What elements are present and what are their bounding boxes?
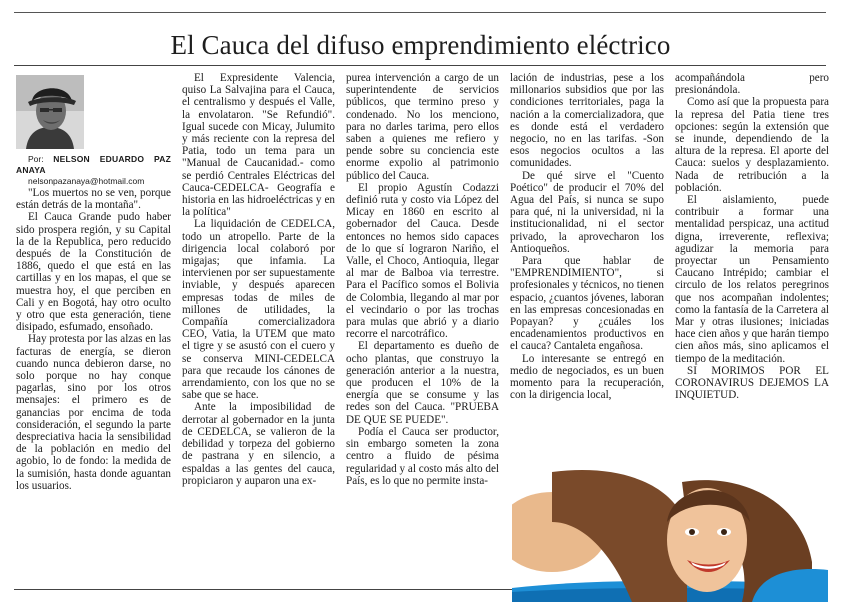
- paragraph: acompañándola pero presionándola.: [675, 72, 829, 97]
- paragraph: Lo interesante se entregó en medio de negociados, es un buen momento para la recuperación, con la dirigencia local,: [510, 352, 664, 402]
- paragraph: El aislamiento, puede contribuir a formar una mentalidad perspicaz, una actitud digna, irreverente, reflexiva; agudizar la memoria para proyectar un Pensamiento Caucano Intrépido; cambiar el circulo de los relatos peregrinos que nos acompañan indolentes; como la fantasía de la Carretera al Mar y otras ilusiones; iniciadas hace cien años y que harán tiempo cien años más, sino aplicamos el tiempo de la meditación.: [675, 194, 829, 365]
- column-5: [675, 72, 829, 401]
- paragraph: El propio Agustín Codazzi definió ruta y costo via López del Micay en 1860 en escrito al gobernador del Cauca. Desde entonces no hemos sido capaces de lo que sí lograron Nariño, el Valle, el Choco, Antioquia, llegar al mar de Balboa via terrestre. Para el Pacífico somos el Bolivia de Colombia, llegando al mar por el vecindario o por las trochas para mulas que abrió y a diario recorre el narcotráfico.: [346, 181, 499, 341]
- paragraph: Ante la imposibilidad de derrotar al gobernador en la junta de CEDELCA, se valieron de la debilidad y torpeza del gobierno de pastrana y en silencio, a espaldas a las gentes del cauca, propiciaron y auparon una ex-: [182, 401, 335, 487]
- author-photo: [16, 75, 84, 149]
- headline: El Cauca del difuso emprendimiento eléctrico: [170, 30, 671, 60]
- byline: Por: NELSON EDUARDO PAZ ANAYA: [16, 154, 171, 175]
- paragraph: lación de industrias, pese a los millonarios subsidios que por las condiciones territoriales, paga la nación a la comercializadora, que es donde está el verdadero negocio, no en las tarifas. -Son esos negocios ocultos a las comunidades.: [510, 72, 664, 170]
- paragraph: Hay protesta por las alzas en las facturas de energía, se dieron cuando nunca debieron darse, no solo porque no hay conque pagarlas, sino por los otros mensajes: el primero es de ganancias por encima de toda consideración, el segundo la parte despreciativa hacia la sensibilidad de la población en medio del agobio, lo de fondo: la medida de la sumisión, hasta donde aguantan los usuarios.: [16, 333, 171, 492]
- top-rule: [14, 12, 826, 13]
- paragraph: El Expresidente Valencia, quiso La Salvajina para el Cauca, el centralismo y después el Valle, la envolataron. "Se Refundió". Igual sucede con Micay, Julumito y más reciente con la represa del Patia, todo un tema para un "Manual de Caucanidad.- como se perdió Centrales Eléctricas del Cauca-CEDELCA- Geografía e historia en las hidroeléctricas y en la política": [182, 72, 335, 219]
- paragraph: El Cauca Grande pudo haber sido prospera región, y su Capital la de la Republica, pero reducido después de la Constitución de 1886, quedo el que está en las cartillas y en los mapas, el que se muestra hoy, el que perciben en Cali y en Bogotá, hay otro oculto y otro que esta generación, tiene disipado, esfumado, ensoñado.: [16, 211, 171, 334]
- column-4: [510, 72, 664, 401]
- paragraph: "Los muertos no se ven, porque están detrás de la montaña".: [16, 187, 171, 212]
- author-email: nelsonpazanaya@hotmail.com: [28, 176, 145, 186]
- bottom-rule: [14, 589, 514, 590]
- column-2: [182, 72, 335, 487]
- paragraph: La liquidación de CEDELCA, todo un atropello. Parte de la dirigencia local colaboró por migajas; que infamia. La intervienen por ser supuestamente inviable, y después aparecen empresas todas de miles de millones de utilidades, la Compañía comercializadora CEO, Vatia, la UTEM que mato el tigre y se asustó con el cuero y se conserva MINI-CEDELCA para que recaude los cánones de arrendamiento, con los que no se sabe que se hace.: [182, 218, 335, 402]
- author-name: NELSON EDUARDO PAZ ANAYA: [16, 154, 171, 175]
- paragraph: El departamento es dueño de ocho plantas, que construyo la generación anterior a la nuestra, que producen el 10% de la energía que se consume y las redes son del Cauca. "PRUEBA DE QUE SE PUEDE".: [346, 340, 499, 426]
- paragraph: purea intervención a cargo de un superintendente de servicios públicos, que termino preso y condenado. No los menciono, para no darles tarima, pero ellos saben a quienes me refiero y pende sobre su conciencia este enorme expolio al patrimonio público del Cauca.: [346, 72, 499, 182]
- headline-rule: [14, 65, 826, 66]
- column-3: [346, 72, 499, 487]
- paragraph: Para que hablar de "EMPRENDIMIENTO", si profesionales y técnicos, no tienen espacio, ¿cuantos jóvenes, laboran en las empresas concesionadas en Popayan? y ¿cuáles los encadenamientos productivos en el cauca? Cantaleta engañosa.: [510, 255, 664, 353]
- column-1: [16, 72, 171, 492]
- paragraph: Podía el Cauca ser productor, sin embargo someten la zona centro a fluido de pésima regularidad y al costo más alto del País, es lo que no permite insta-: [346, 425, 499, 487]
- paragraph: De qué sirve el "Cuento Poético" de producir el 70% del Agua del País, si nunca se supo para qué, ni la universidad, ni la institucionalidad, ni el sector privado, la aprovecharon los Antioqueños.: [510, 169, 664, 255]
- paragraph: SI MORIMOS POR EL CORONAVIRUS DEJEMOS LA INQUIETUD.: [675, 364, 829, 402]
- paragraph: Como así que la propuesta para la represa del Patia tiene tres opciones: según la extensión que se inunde, dependiendo de la altura de la represa. El aporte del Cauca: suelos y desplazamiento. Nada de retribución a la población.: [675, 96, 829, 194]
- advertisement-image: [512, 462, 828, 602]
